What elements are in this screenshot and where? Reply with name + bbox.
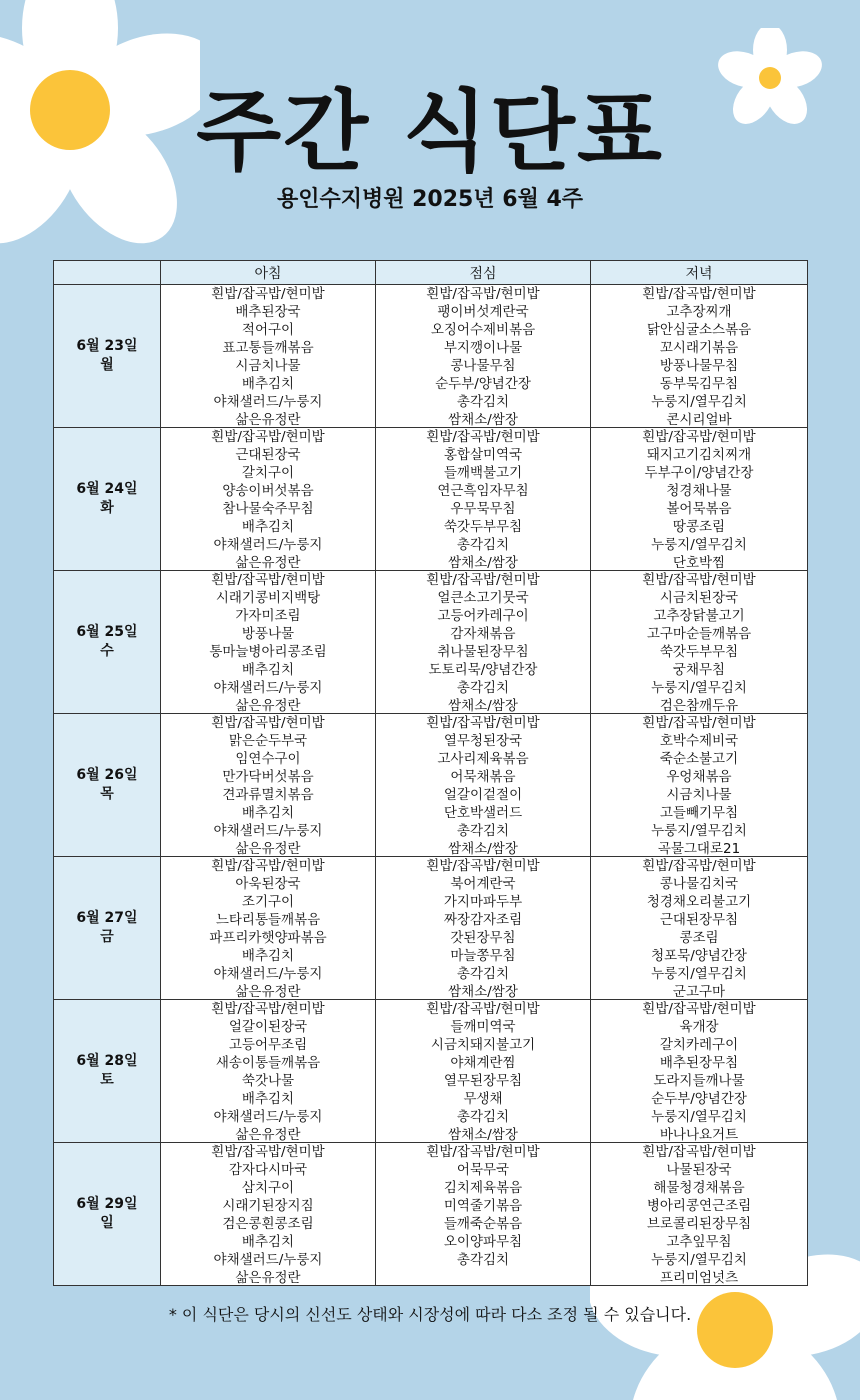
menu-item: 총각김치 [456, 680, 510, 696]
menu-item: 해물청경채볶음 [653, 1180, 745, 1196]
table-header-row [54, 261, 808, 285]
page-subtitle: 용인수지병원 2025년 6월 4주 [276, 187, 584, 212]
menu-item: 흰밥/잡곡밥/현미밥 [642, 858, 756, 874]
menu-item: 우엉채볶음 [666, 769, 732, 785]
dinner-cell [591, 857, 808, 1000]
menu-item: 쑥갓두부무침 [443, 519, 523, 535]
table-row [54, 1143, 808, 1286]
menu-item: 만가닥버섯볶음 [222, 769, 314, 785]
menu-item: 단호박찜 [672, 555, 726, 570]
menu-item: 콩나물김치국 [659, 876, 739, 892]
menu-item: 삶은유정란 [235, 555, 301, 570]
menu-item: 시금치나물 [666, 787, 732, 803]
menu-item: 죽순소불고기 [659, 751, 739, 767]
day-weekday: 토 [100, 1072, 114, 1088]
menu-item: 배추김치 [241, 1234, 295, 1250]
menu-item: 누룽지/열무김치 [651, 394, 747, 410]
menu-item: 도토리묵/양념간장 [428, 662, 538, 678]
menu-item: 흰밥/잡곡밥/현미밥 [426, 572, 540, 588]
menu-item: 감자채볶음 [450, 626, 516, 642]
menu-item: 짜장감자조림 [443, 912, 523, 928]
menu-item: 무생채 [463, 1091, 503, 1107]
menu-item: 흰밥/잡곡밥/현미밥 [211, 429, 325, 445]
menu-item: 시래기된장지짐 [222, 1198, 314, 1214]
dinner-cell [591, 285, 808, 428]
menu-item: 고사리제육볶음 [437, 751, 529, 767]
breakfast-cell [161, 857, 376, 1000]
column-header-dinner: 저녁 [591, 261, 808, 285]
column-header-breakfast: 아침 [161, 261, 376, 285]
menu-item: 삶은유정란 [235, 1270, 301, 1285]
menu-item: 야채샐러드/누룽지 [213, 537, 323, 553]
menu-item: 도라지들깨나물 [653, 1073, 745, 1089]
menu-item: 총각김치 [456, 537, 510, 553]
menu-item: 배추김치 [241, 519, 295, 535]
day-cell [54, 285, 161, 428]
menu-item: 고들빼기무침 [659, 805, 739, 821]
dinner-cell [591, 1000, 808, 1143]
menu-item: 고구마순들깨볶음 [646, 626, 752, 642]
menu-item: 검은콩흰콩조림 [222, 1216, 314, 1232]
menu-item: 누룽지/열무김치 [651, 537, 747, 553]
menu-item: 흰밥/잡곡밥/현미밥 [642, 572, 756, 588]
day-cell [54, 857, 161, 1000]
menu-item: 콘시리얼바 [666, 412, 732, 427]
menu-item: 연근흑임자무침 [437, 483, 529, 499]
menu-item: 가지마파두부 [443, 894, 523, 910]
menu-item: 열무청된장국 [443, 733, 523, 749]
menu-item: 순두부/양념간장 [435, 376, 531, 392]
menu-item: 누룽지/열무김치 [651, 1252, 747, 1268]
menu-item: 야채샐러드/누룽지 [213, 1252, 323, 1268]
menu-item: 어묵채볶음 [450, 769, 516, 785]
menu-item: 곡물그대로21 [657, 841, 741, 856]
lunch-cell [376, 428, 591, 571]
menu-item: 쌈채소/쌈장 [448, 555, 518, 570]
menu-item: 군고구마 [672, 984, 726, 999]
day-cell [54, 428, 161, 571]
menu-item: 배추김치 [241, 376, 295, 392]
menu-item: 흰밥/잡곡밥/현미밥 [211, 1001, 325, 1017]
menu-item: 삶은유정란 [235, 1127, 301, 1142]
menu-item: 흰밥/잡곡밥/현미밥 [642, 429, 756, 445]
menu-item: 검은참깨두유 [659, 698, 739, 713]
menu-item: 오징어수제비볶음 [430, 322, 536, 338]
menu-item: 총각김치 [456, 966, 510, 982]
menu-item: 궁채무침 [672, 662, 726, 678]
menu-item: 야채샐러드/누룽지 [213, 680, 323, 696]
menu-item: 야채샐러드/누룽지 [213, 823, 323, 839]
menu-item: 김치제육볶음 [443, 1180, 523, 1196]
menu-item: 감자다시마국 [228, 1162, 308, 1178]
menu-item: 시금치돼지불고기 [430, 1037, 536, 1053]
menu-item: 흰밥/잡곡밥/현미밥 [211, 715, 325, 731]
menu-item: 누룽지/열무김치 [651, 966, 747, 982]
menu-item: 야채샐러드/누룽지 [213, 394, 323, 410]
menu-item: 파프리카햇양파볶음 [209, 930, 327, 946]
menu-item: 콩조림 [679, 930, 719, 946]
menu-item: 느타리통들깨볶음 [215, 912, 321, 928]
menu-item: 취나물된장무침 [437, 644, 529, 660]
menu-item: 팽이버섯계란국 [437, 304, 529, 320]
day-weekday: 수 [100, 643, 114, 659]
day-weekday: 목 [100, 786, 114, 802]
menu-item: 들깨백불고기 [443, 465, 523, 481]
menu-item: 쌈채소/쌈장 [448, 984, 518, 999]
breakfast-cell [161, 1143, 376, 1286]
menu-item: 누룽지/열무김치 [651, 680, 747, 696]
table-row [54, 857, 808, 1000]
menu-item: 시금치나물 [235, 358, 301, 374]
menu-item: 삶은유정란 [235, 841, 301, 856]
menu-item: 볼어묵볶음 [666, 501, 732, 517]
menu-item: 땅콩조림 [672, 519, 726, 535]
day-date: 6월 29일 [76, 1196, 138, 1212]
menu-item: 흰밥/잡곡밥/현미밥 [211, 286, 325, 302]
breakfast-cell [161, 571, 376, 714]
table-row [54, 571, 808, 714]
menu-item: 삼치구이 [241, 1180, 295, 1196]
menu-item: 총각김치 [456, 1252, 510, 1268]
lunch-cell [376, 571, 591, 714]
menu-item: 배추김치 [241, 662, 295, 678]
menu-item: 표고통들깨볶음 [222, 340, 314, 356]
menu-item: 삶은유정란 [235, 412, 301, 427]
menu-item: 갓된장무침 [450, 930, 516, 946]
menu-item: 고추잎무침 [666, 1234, 732, 1250]
menu-item: 마늘쫑무침 [450, 948, 516, 964]
menu-item: 누룽지/열무김치 [651, 1109, 747, 1125]
menu-item: 청포묵/양념간장 [651, 948, 747, 964]
menu-item: 야채샐러드/누룽지 [213, 1109, 323, 1125]
menu-item: 야채샐러드/누룽지 [213, 966, 323, 982]
lunch-cell [376, 857, 591, 1000]
day-cell [54, 571, 161, 714]
menu-item: 쌈채소/쌈장 [448, 841, 518, 856]
menu-item: 병아리콩연근조림 [646, 1198, 752, 1214]
menu-item: 방풍나물무침 [659, 358, 739, 374]
dinner-cell [591, 1143, 808, 1286]
menu-item: 두부구이/양념간장 [644, 465, 754, 481]
menu-item: 방풍나물 [241, 626, 295, 642]
menu-item: 얼갈이된장국 [228, 1019, 308, 1035]
menu-item: 부지깽이나물 [443, 340, 523, 356]
menu-item: 고추장찌개 [666, 304, 732, 320]
menu-item: 흰밥/잡곡밥/현미밥 [642, 1001, 756, 1017]
menu-item: 닭안심굴소스볶음 [646, 322, 752, 338]
page-title: 주간 식단표 [196, 80, 664, 183]
menu-item: 꼬시래기볶음 [659, 340, 739, 356]
table-row [54, 714, 808, 857]
footnote: * 이 식단은 당시의 신선도 상태와 시장성에 따라 다소 조정 될 수 있습니다. [168, 1305, 692, 1324]
day-date: 6월 24일 [76, 481, 138, 497]
menu-item: 견과류멸치볶음 [222, 787, 314, 803]
menu-item: 얼갈이겉절이 [443, 787, 523, 803]
day-date: 6월 25일 [76, 624, 138, 640]
menu-item: 누룽지/열무김치 [651, 823, 747, 839]
menu-item: 배추김치 [241, 805, 295, 821]
menu-item: 배추김치 [241, 1091, 295, 1107]
menu-item: 쌈채소/쌈장 [448, 698, 518, 713]
menu-item: 갈치카레구이 [659, 1037, 739, 1053]
menu-item: 흰밥/잡곡밥/현미밥 [426, 429, 540, 445]
menu-item: 흰밥/잡곡밥/현미밥 [426, 1144, 540, 1160]
menu-item: 청경채오리불고기 [646, 894, 752, 910]
menu-item: 흰밥/잡곡밥/현미밥 [642, 1144, 756, 1160]
menu-item: 고등어카레구이 [437, 608, 529, 624]
menu-item: 통마늘병아리콩조림 [209, 644, 327, 660]
day-date: 6월 23일 [76, 338, 138, 354]
dinner-cell [591, 571, 808, 714]
breakfast-cell [161, 428, 376, 571]
breakfast-cell [161, 285, 376, 428]
menu-item: 맑은순두부국 [228, 733, 308, 749]
menu-item: 얼큰소고기뭇국 [437, 590, 529, 606]
menu-item: 흰밥/잡곡밥/현미밥 [426, 858, 540, 874]
menu-item: 홍합살미역국 [443, 447, 523, 463]
day-weekday: 월 [100, 357, 114, 373]
day-date: 6월 27일 [76, 910, 138, 926]
dinner-cell [591, 714, 808, 857]
menu-item: 총각김치 [456, 1109, 510, 1125]
day-weekday: 일 [100, 1215, 114, 1231]
menu-item: 청경채나물 [666, 483, 732, 499]
lunch-cell [376, 714, 591, 857]
table-row [54, 1000, 808, 1143]
menu-item: 야채계란찜 [450, 1055, 516, 1071]
menu-item: 열무된장무침 [443, 1073, 523, 1089]
menu-item: 고추장닭불고기 [653, 608, 745, 624]
menu-item: 쌈채소/쌈장 [448, 1127, 518, 1142]
menu-item: 들깨미역국 [450, 1019, 516, 1035]
menu-item: 호박수제비국 [659, 733, 739, 749]
day-cell [54, 1143, 161, 1286]
menu-item: 참나물숙주무침 [222, 501, 314, 517]
column-header-lunch: 점심 [376, 261, 591, 285]
menu-item: 시래기콩비지백탕 [215, 590, 321, 606]
menu-item: 삶은유정란 [235, 698, 301, 713]
menu-item: 흰밥/잡곡밥/현미밥 [426, 1001, 540, 1017]
menu-item: 흰밥/잡곡밥/현미밥 [211, 1144, 325, 1160]
menu-item: 시금치된장국 [659, 590, 739, 606]
menu-item: 쑥갓두부무침 [659, 644, 739, 660]
lunch-cell [376, 1000, 591, 1143]
menu-item: 양송이버섯볶음 [222, 483, 314, 499]
menu-item: 근대된장국 [235, 447, 301, 463]
day-weekday: 화 [100, 500, 114, 516]
menu-item: 미역줄기볶음 [443, 1198, 523, 1214]
menu-item: 어묵무국 [456, 1162, 510, 1178]
column-header-day [54, 261, 161, 285]
menu-item: 배추김치 [241, 948, 295, 964]
day-date: 6월 28일 [76, 1053, 138, 1069]
menu-item: 바나나요거트 [659, 1127, 739, 1142]
menu-item: 쌈채소/쌈장 [448, 412, 518, 427]
menu-item: 삶은유정란 [235, 984, 301, 999]
day-weekday: 금 [100, 929, 114, 945]
menu-item: 브로콜리된장무침 [646, 1216, 752, 1232]
menu-item: 총각김치 [456, 823, 510, 839]
menu-item: 배추된장무침 [659, 1055, 739, 1071]
menu-item: 우무묵무침 [450, 501, 516, 517]
weekly-menu-table [53, 260, 808, 1286]
table-row [54, 285, 808, 428]
menu-item: 흰밥/잡곡밥/현미밥 [426, 715, 540, 731]
menu-item: 적어구이 [241, 322, 295, 338]
menu-item: 근대된장무침 [659, 912, 739, 928]
menu-item: 단호박샐러드 [443, 805, 523, 821]
menu-item: 순두부/양념간장 [651, 1091, 747, 1107]
lunch-cell [376, 285, 591, 428]
menu-item: 콩나물무침 [450, 358, 516, 374]
menu-item: 아욱된장국 [235, 876, 301, 892]
day-cell [54, 714, 161, 857]
menu-item: 돼지고기김치찌개 [646, 447, 752, 463]
menu-item: 들깨죽순볶음 [443, 1216, 523, 1232]
menu-item: 흰밥/잡곡밥/현미밥 [642, 715, 756, 731]
lunch-cell [376, 1143, 591, 1286]
menu-item: 북어계란국 [450, 876, 516, 892]
breakfast-cell [161, 1000, 376, 1143]
menu-item: 가자미조림 [235, 608, 301, 624]
menu-item: 흰밥/잡곡밥/현미밥 [211, 858, 325, 874]
menu-item: 동부묵김무침 [659, 376, 739, 392]
menu-item: 새송이통들깨볶음 [215, 1055, 321, 1071]
day-cell [54, 1000, 161, 1143]
menu-item: 조기구이 [241, 894, 295, 910]
table-row [54, 428, 808, 571]
menu-item: 배추된장국 [235, 304, 301, 320]
menu-item: 오이양파무침 [443, 1234, 523, 1250]
menu-item: 흰밥/잡곡밥/현미밥 [642, 286, 756, 302]
menu-item: 쑥갓나물 [241, 1073, 295, 1089]
menu-item: 나물된장국 [666, 1162, 732, 1178]
breakfast-cell [161, 714, 376, 857]
day-date: 6월 26일 [76, 767, 138, 783]
menu-item: 고등어무조림 [228, 1037, 308, 1053]
dinner-cell [591, 428, 808, 571]
menu-item: 총각김치 [456, 394, 510, 410]
menu-item: 프리미엄넛츠 [659, 1270, 739, 1285]
menu-item: 흰밥/잡곡밥/현미밥 [426, 286, 540, 302]
menu-item: 임연수구이 [235, 751, 301, 767]
menu-item: 갈치구이 [241, 465, 295, 481]
menu-item: 육개장 [679, 1019, 719, 1035]
menu-item: 흰밥/잡곡밥/현미밥 [211, 572, 325, 588]
